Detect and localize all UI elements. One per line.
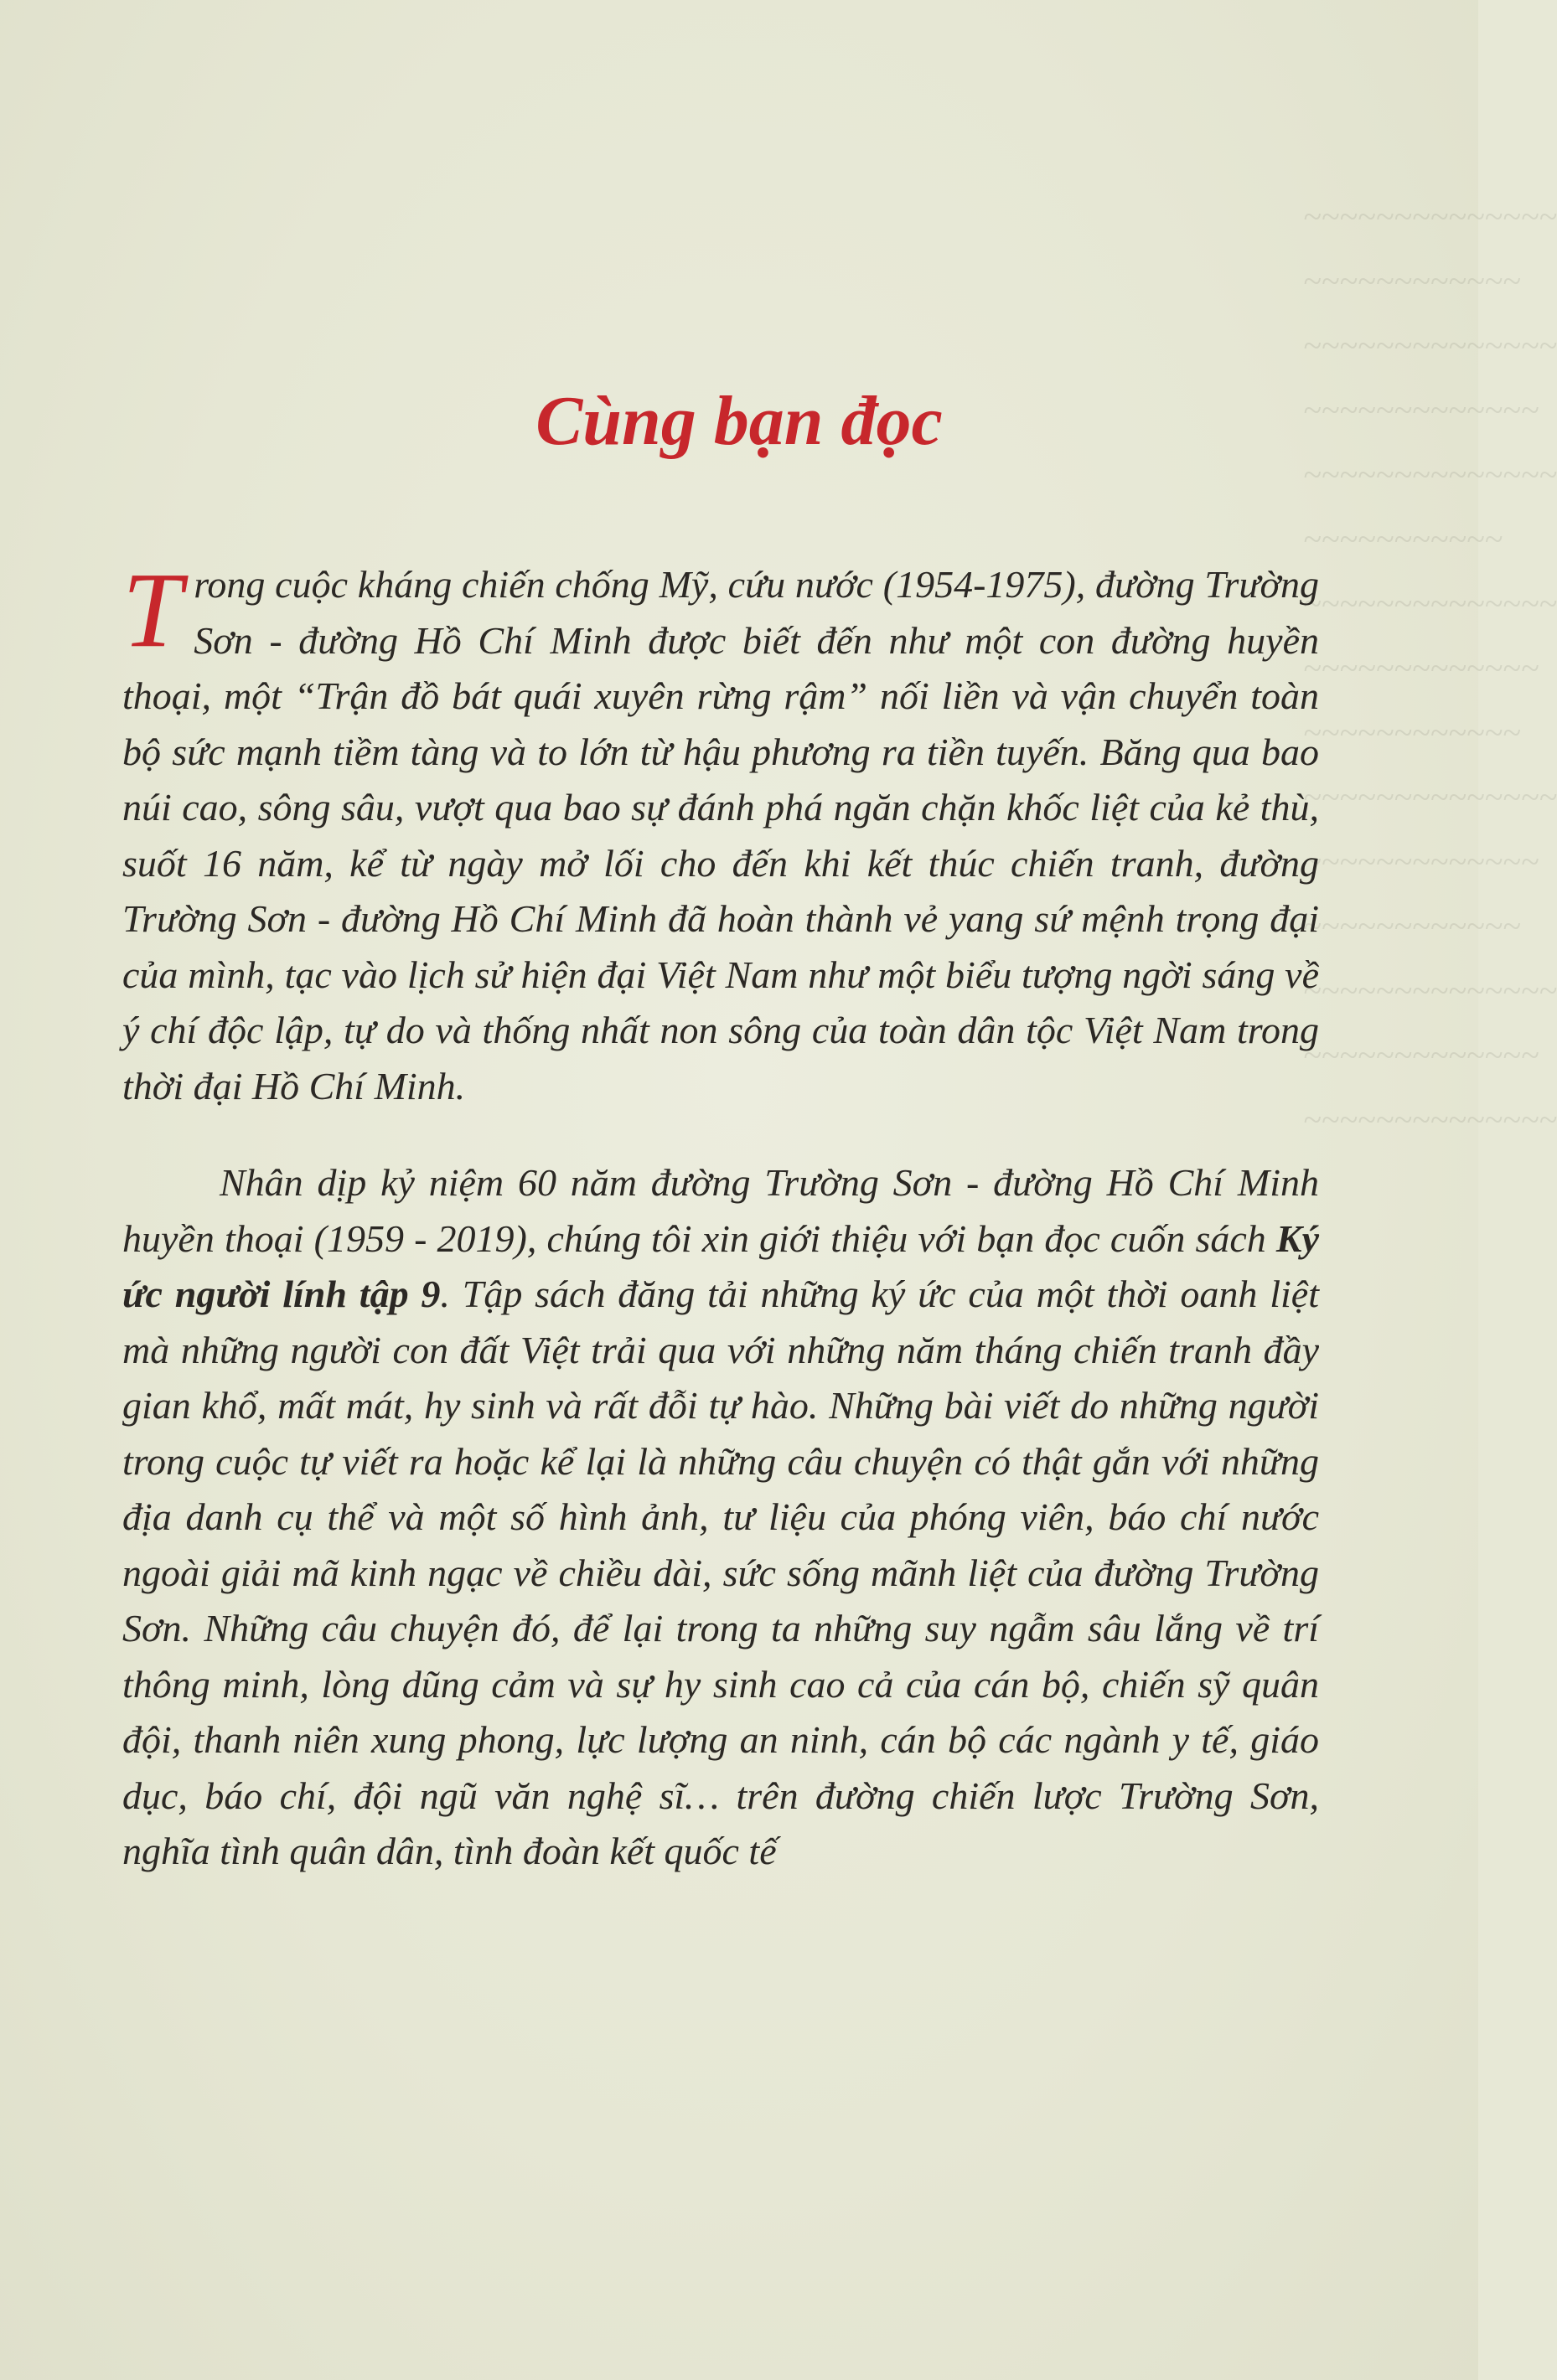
- paragraph-2: [122, 1155, 1319, 1880]
- body-text: [122, 550, 1319, 1880]
- book-title: Ký ức người lính tập 9: [122, 1216, 1319, 1315]
- drop-cap: T: [122, 550, 183, 669]
- paragraph-2-rest: . Tập sách đăng tải những ký ức của một thời oanh liệt mà những người con đất Việt trải qua với những năm tháng chiến tranh đầy gian khổ, mất mát, hy sinh và rất đỗi tự hào. Những bài viết do những người trong cuộc tự viết ra hoặc kể lại là những câu chuyện có thật gắn với những địa danh cụ thể và một số hình ảnh, tư liệu của phóng viên, báo chí nước ngoài giải mã kinh ngạc về chiều dài, sức sống mãnh liệt của đường Trường Sơn. Những câu chuyện đó, để lại trong ta những suy ngẫm sâu lắng về trí thông minh, lòng dũng cảm và sự hy sinh cao cả của cán bộ, chiến sỹ quân đội, thanh niên xung phong, lực lượng an ninh, cán bộ các ngành y tế, giáo dục, báo chí, đội ngũ văn nghệ sĩ… trên đường chiến lược Trường Sơn, nghĩa tình quân dân, tình đoàn kết quốc tế: [122, 1273, 1319, 1872]
- bleed-through-texture: ~~~~~~~~~~~~~~ ~~~~~~~~~~~~ ~~~~~~~~~~~~~~ ~~~~~~~~~~~~~ ~~~~~~~~~~~~~~ ~~~~~~~~~~~ ~~~~~~~~~~~~~~ ~~~~~~~~~~~~~ ~~~~~~~~~~~~ ~~~~~~~~~~~~~~ ~~~~~~~~~~~~~ ~~~~~~~~~~~~ ~~~~~~~~~~~~~~ ~~~~~~~~~~~~~ ~~~~~~~~~~~~~~: [1303, 198, 1557, 1138]
- paragraph-1-text: rong cuộc kháng chiến chống Mỹ, cứu nước (1954-1975), đường Trường Sơn - đường Hồ Chí Minh được biết đến như một con đường huyền thoại, một “Trận đồ bát quái xuyên rừng rậm” nối liền và vận chuyển toàn bộ sức mạnh tiềm tàng và to lớn từ hậu phương ra tiền tuyến. Băng qua bao núi cao, sông sâu, vượt qua bao sự đánh phá ngăn chặn khốc liệt của kẻ thù, suốt 16 năm, kể từ ngày mở lối cho đến khi kết thúc chiến tranh, đường Trường Sơn - đường Hồ Chí Minh đã hoàn thành vẻ yang sứ mệnh trọng đại của mình, tạc vào lịch sử hiện đại Việt Nam như một biểu tượng ngời sáng về ý chí độc lập, tự do và thống nhất non sông của toàn dân tộc Việt Nam trong thời đại Hồ Chí Minh.: [122, 563, 1319, 1107]
- paragraph-1: [122, 550, 1319, 1114]
- page-title: Cùng bạn đọc: [535, 382, 943, 460]
- paragraph-2-intro: Nhân dịp kỷ niệm 60 năm đường Trường Sơn - đường Hồ Chí Minh huyền thoại (1959 - 2019), chúng tôi xin giới thiệu với bạn đọc cuốn sách: [122, 1161, 1319, 1260]
